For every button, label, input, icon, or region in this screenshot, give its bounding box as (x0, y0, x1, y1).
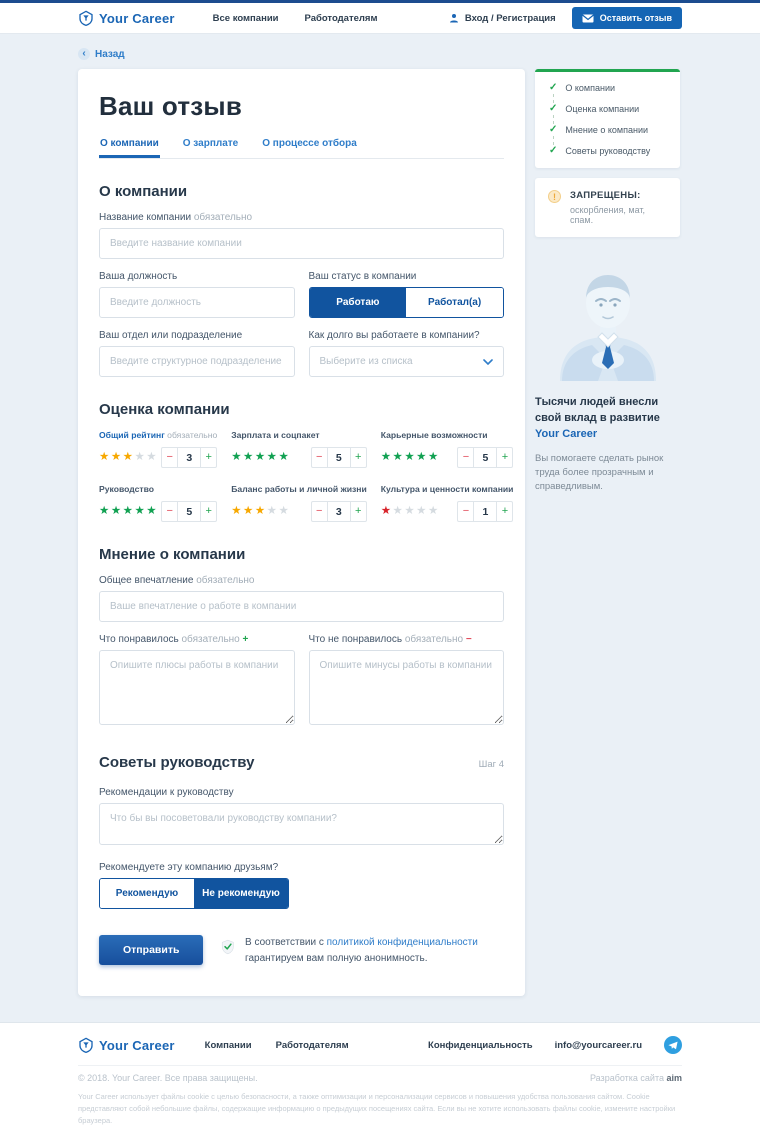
site-footer (0, 1022, 760, 1143)
shield-check-icon (221, 935, 235, 959)
rating-value: 5 (177, 501, 201, 522)
star-rating[interactable]: ★★★★★ (99, 504, 159, 517)
chevron-down-icon (483, 359, 493, 365)
back-label: Назад (95, 48, 125, 60)
progress-checklist-card (535, 69, 680, 168)
check-icon: ✓ (549, 124, 558, 135)
nav-employers[interactable]: Работодателям (304, 12, 378, 24)
credits-brand: aim (666, 1073, 682, 1083)
department-input[interactable] (99, 346, 295, 377)
decrease-rating-button[interactable]: − (161, 447, 178, 468)
status-label: Ваш статус в компании (308, 271, 417, 282)
rating-value: 3 (177, 447, 201, 468)
position-label: Ваша должность (99, 271, 178, 282)
checklist-connector (553, 136, 666, 145)
credits: Разработка сайта aim (589, 1073, 682, 1083)
recommend-option-yes[interactable]: Рекомендую (100, 879, 194, 908)
section-heading-ratings: Оценка компании (99, 401, 230, 418)
section-heading-about: О компании (99, 183, 188, 200)
nav-all-companies[interactable]: Все компании (212, 12, 279, 24)
minus-icon: − (465, 634, 472, 645)
logo-shield-icon (78, 10, 94, 26)
increase-rating-button[interactable]: + (496, 447, 513, 468)
rating-value: 5 (473, 447, 497, 468)
recommend-label: Рекомендуете эту компанию друзьям? (99, 862, 279, 873)
section-heading-opinion: Мнение о компании (99, 546, 246, 563)
envelope-icon (582, 14, 594, 23)
forbidden-title: ЗАПРЕЩЕНЫ: (570, 190, 641, 201)
company-name-label: Название компании обязательно (99, 212, 253, 223)
status-option-former[interactable]: Работал(а) (406, 288, 503, 317)
impression-input[interactable] (99, 591, 504, 622)
company-name-input[interactable] (99, 228, 504, 259)
star-rating[interactable]: ★★★★★ (231, 504, 291, 517)
promo-heading: Тысячи людей внесли свой вклад в развитие Your Career (535, 396, 660, 440)
cta-label: Оставить отзыв (599, 13, 672, 23)
warning-icon: ! (548, 190, 561, 203)
star-rating[interactable]: ★★★★★ (231, 450, 291, 463)
brand-name: Your Career (535, 427, 598, 440)
checklist-connector (553, 94, 666, 103)
privacy-policy-link[interactable]: политикой конфиденциальности (326, 937, 478, 948)
check-icon: ✓ (549, 82, 558, 93)
main-nav (213, 13, 378, 24)
position-input[interactable] (99, 287, 295, 318)
logo-text: Your Career (99, 10, 175, 26)
pros-textarea[interactable] (99, 650, 295, 725)
rating-career: Карьерные возможности ★★★★★ − 5 + (381, 430, 514, 468)
check-icon: ✓ (549, 145, 558, 156)
increase-rating-button[interactable]: + (496, 501, 513, 522)
footer-email-link[interactable]: info@yourcareer.ru (554, 1039, 642, 1051)
back-arrow-icon: ‹ (78, 48, 90, 60)
pros-label: Что понравилось обязательно + (99, 634, 249, 645)
site-header (0, 3, 760, 34)
rating-value: 1 (473, 501, 497, 522)
login-link[interactable] (448, 12, 556, 24)
tab-selection-process[interactable]: О процессе отбора (262, 138, 357, 149)
decrease-rating-button[interactable]: − (457, 447, 474, 468)
increase-rating-button[interactable]: + (350, 501, 367, 522)
footer-logo-text: Your Career (99, 1037, 175, 1053)
checklist-item-about: ✓ О компании (549, 82, 616, 93)
login-label: Вход / Регистрация (464, 12, 556, 24)
tab-salary[interactable]: О зарплате (182, 138, 239, 149)
increase-rating-button[interactable]: + (200, 447, 217, 468)
promo-text: Вы помогаете сделать рынок труда более прозрачным и справедливым. (535, 452, 664, 493)
cons-textarea[interactable] (309, 650, 505, 725)
increase-rating-button[interactable]: + (350, 447, 367, 468)
section-heading-advice: Советы руководству (99, 754, 255, 771)
increase-rating-button[interactable]: + (200, 501, 217, 522)
star-rating[interactable]: ★★★★★ (99, 450, 159, 463)
check-icon: ✓ (549, 103, 558, 114)
telegram-icon[interactable] (664, 1036, 682, 1054)
checklist-item-rating: ✓ Оценка компании (549, 103, 640, 114)
leave-review-button[interactable] (572, 7, 682, 29)
copyright-text: © 2018. Your Career. Все права защищены. (78, 1073, 258, 1083)
status-option-current[interactable]: Работаю (310, 288, 407, 317)
user-icon (448, 12, 460, 24)
decrease-rating-button[interactable]: − (311, 501, 328, 522)
back-link[interactable] (78, 48, 125, 60)
sidebar (535, 69, 680, 495)
decrease-rating-button[interactable]: − (311, 447, 328, 468)
ratings-grid (99, 430, 514, 522)
site-logo[interactable] (78, 10, 175, 26)
tab-about-company[interactable]: О компании (99, 138, 160, 158)
footer-logo[interactable] (78, 1037, 175, 1053)
rating-salary: Зарплата и соцпакет ★★★★★ − 5 + (231, 430, 367, 468)
duration-select-value: Выберите из списка (319, 356, 413, 367)
recommendations-textarea[interactable] (99, 803, 504, 845)
star-rating[interactable]: ★★★★★ (380, 504, 440, 517)
page-title: Ваш отзыв (99, 91, 243, 121)
rating-management: Руководство ★★★★★ − 5 + (99, 484, 217, 522)
cons-label: Что не понравилось обязательно − (308, 634, 472, 645)
cookie-notice: Your Career использует файлы cookie с целью безопасности, а также оптимизации и персонализации сервисов и повышения удобства пользования сайтом. Cookie представляют собой небольшие файлы, содержащие информацию о предыдущих посещениях сайта. Если вы не хотите использовать файлы cookie, измените настройки браузера. (78, 1092, 676, 1125)
forbidden-notice-card (535, 178, 680, 237)
form-tabs (99, 138, 504, 159)
rating-work-life-balance: Баланс работы и личной жизни ★★★★★ − 3 + (231, 484, 367, 522)
rating-culture: Культура и ценности компании ★★★★★ − 1 + (381, 484, 514, 522)
footer-nav-employers[interactable]: Работодателям (275, 1039, 349, 1051)
duration-label: Как долго вы работаете в компании? (308, 330, 480, 341)
decrease-rating-button[interactable]: − (457, 501, 474, 522)
footer-nav-companies[interactable]: Компании (204, 1039, 252, 1051)
step-indicator: Шаг 4 (478, 759, 504, 770)
status-toggle (309, 287, 505, 318)
checklist-item-advice: ✓ Советы руководству (549, 145, 651, 156)
recommend-toggle (99, 878, 289, 909)
promo-block (535, 263, 680, 495)
star-rating[interactable]: ★★★★★ (380, 450, 440, 463)
checklist-connector (553, 115, 666, 124)
rating-value: 3 (327, 501, 351, 522)
rating-overall: Общий рейтинг обязательно ★★★★★ − 3 + (99, 430, 217, 468)
decrease-rating-button[interactable]: − (161, 501, 178, 522)
rating-value: 5 (327, 447, 351, 468)
review-form-card (78, 69, 525, 996)
logo-shield-icon (78, 1037, 94, 1053)
impression-label: Общее впечатление обязательно (99, 575, 255, 586)
plus-icon: + (242, 634, 249, 645)
submit-button[interactable]: Отправить (99, 935, 203, 965)
recommend-option-no[interactable]: Не рекомендую (194, 879, 288, 908)
forbidden-text: оскорбления, мат, спам. (570, 205, 646, 225)
person-illustration (535, 263, 680, 381)
footer-privacy-link[interactable]: Конфиденциальность (428, 1039, 533, 1051)
privacy-note: В соответствии с политикой конфиденциальности гарантируем вам полную анонимность. (245, 937, 478, 964)
footer-nav (205, 1040, 349, 1051)
department-label: Ваш отдел или подразделение (99, 330, 243, 341)
duration-select[interactable] (309, 346, 505, 377)
recommendations-label: Рекомендации к руководству (99, 787, 234, 798)
checklist-item-opinion: ✓ Мнение о компании (549, 124, 649, 135)
